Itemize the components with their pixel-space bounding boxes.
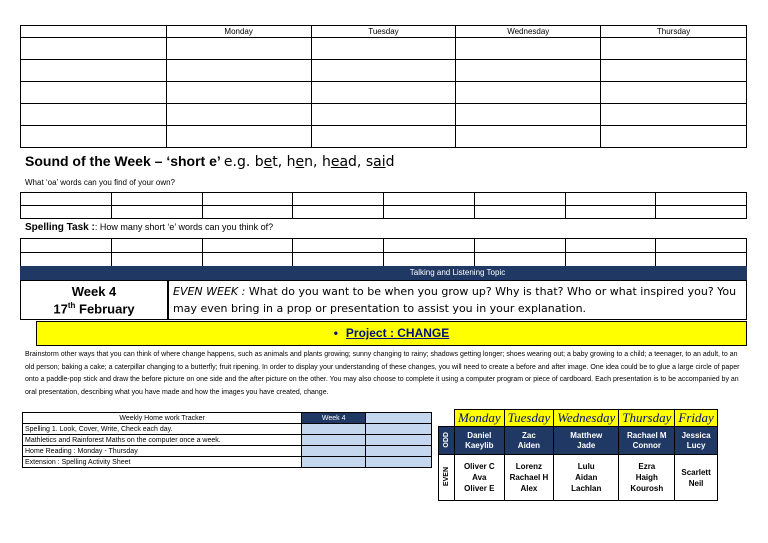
- days-cell[interactable]: [166, 82, 311, 104]
- roster-student: Kourosh: [630, 484, 664, 493]
- tracker-check[interactable]: [302, 446, 366, 457]
- roster-odd-row: [439, 427, 718, 455]
- grid-cell[interactable]: [656, 239, 747, 253]
- reading-roster: [438, 409, 718, 501]
- tracker-check[interactable]: [302, 457, 366, 468]
- grid-cell[interactable]: [111, 253, 202, 267]
- roster-student: Daniel: [467, 430, 492, 440]
- project-bullet: •: [333, 326, 338, 340]
- tracker-check[interactable]: [366, 446, 432, 457]
- roster-odd-cell: [455, 427, 505, 455]
- tracker-check[interactable]: [302, 435, 366, 446]
- roster-day-wednesday: Wednesday: [554, 410, 619, 427]
- roster-day-thursday: Thursday: [619, 410, 675, 427]
- example-pre: b: [254, 154, 264, 170]
- homework-tracker: [22, 412, 432, 468]
- grid-cell[interactable]: [384, 193, 475, 206]
- days-row: [21, 82, 747, 104]
- grid-cell[interactable]: [21, 253, 112, 267]
- roster-even-label: EVEN: [439, 455, 455, 501]
- talk-header-left: [20, 266, 168, 280]
- roster-day-monday: Monday: [455, 410, 505, 427]
- tracker-check[interactable]: [366, 457, 432, 468]
- tracker-row: [23, 435, 432, 446]
- days-cell[interactable]: [166, 38, 311, 60]
- week-label: Week 4: [71, 284, 117, 299]
- roster-student: Lachlan: [571, 484, 602, 493]
- grid-row: [21, 253, 747, 267]
- roster-even-cell: [554, 455, 619, 501]
- grid-cell[interactable]: [202, 239, 293, 253]
- sound-example-word: [255, 154, 278, 170]
- days-header-row: [21, 26, 747, 38]
- days-cell[interactable]: [601, 38, 747, 60]
- roster-student: Lucy: [686, 440, 706, 450]
- days-cell[interactable]: [166, 60, 311, 82]
- roster-student: Ava: [472, 473, 487, 482]
- grid-cell[interactable]: [565, 239, 656, 253]
- spelling-task-text: : How many short ‘e’ words can you think of?: [94, 222, 274, 232]
- grid-cell[interactable]: [293, 206, 384, 219]
- roster-student: Haigh: [635, 473, 658, 482]
- grid-cell[interactable]: [202, 206, 293, 219]
- roster-student: Lorenz: [515, 462, 543, 471]
- grid-cell[interactable]: [474, 239, 565, 253]
- roster-student: Alex: [520, 484, 538, 493]
- even-week-label: EVEN WEEK :: [173, 285, 246, 298]
- grid-cell[interactable]: [565, 206, 656, 219]
- days-cell[interactable]: [601, 126, 747, 148]
- days-row: [21, 126, 747, 148]
- tracker-row: [23, 446, 432, 457]
- days-header-thursday: Thursday: [601, 26, 747, 38]
- days-body: [21, 38, 747, 148]
- roster-student: Jessica: [681, 430, 711, 440]
- days-cell[interactable]: [601, 82, 747, 104]
- roster-odd-cell: [619, 427, 675, 455]
- project-title: Project : CHANGE: [345, 326, 450, 340]
- grid-cell[interactable]: [202, 193, 293, 206]
- days-cell[interactable]: [21, 60, 167, 82]
- sound-examples-list: bet, hen, head, said: [254, 154, 395, 170]
- days-cell[interactable]: [311, 82, 456, 104]
- spelling-task-label: Spelling Task :: [25, 222, 95, 233]
- tracker-row: [23, 457, 432, 468]
- roster-student: Neil: [688, 478, 704, 488]
- days-cell[interactable]: [456, 104, 601, 126]
- days-cell[interactable]: [601, 60, 747, 82]
- tracker-check[interactable]: [366, 424, 432, 435]
- grid-cell[interactable]: [656, 193, 747, 206]
- tracker-task: Spelling 1. Look, Cover, Write, Check each day.: [23, 424, 302, 435]
- project-bar: [36, 321, 747, 346]
- roster-even-cell: [619, 455, 675, 501]
- roster-day-friday: Friday: [675, 410, 717, 427]
- days-table: [20, 25, 747, 148]
- sound-title-text: Sound of the Week – ‘short e’: [25, 153, 220, 169]
- roster-student: Oliver E: [464, 484, 495, 493]
- days-cell[interactable]: [311, 38, 456, 60]
- days-cell[interactable]: [456, 60, 601, 82]
- tracker-body: [23, 424, 432, 468]
- roster-odd-cell: [675, 427, 717, 455]
- grid-cell[interactable]: [111, 206, 202, 219]
- roster-odd-cell: [504, 427, 554, 455]
- tracker-task: Mathletics and Rainforest Maths on the computer once a week.: [23, 435, 302, 446]
- roster-day-tuesday: Tuesday: [504, 410, 554, 427]
- grid-cell[interactable]: [656, 206, 747, 219]
- grid-cell[interactable]: [384, 239, 475, 253]
- example-post: d: [385, 154, 395, 170]
- days-cell[interactable]: [456, 38, 601, 60]
- sound-question: What ‘oa’ words can you find of your own?: [25, 178, 176, 187]
- talking-topic: [168, 280, 747, 320]
- grid-cell[interactable]: [111, 193, 202, 206]
- week-date: [21, 301, 167, 316]
- grid-cell[interactable]: [474, 206, 565, 219]
- sound-example-word: [322, 154, 357, 170]
- roster-student: Rachael M: [627, 430, 667, 440]
- tracker-check[interactable]: [302, 424, 366, 435]
- days-cell[interactable]: [456, 126, 601, 148]
- tracker-title: Weekly Home work Tracker: [23, 413, 302, 424]
- roster-student: Aiden: [517, 440, 541, 450]
- brainstorm-text: Brainstorm other ways that you can think of where change happens, such as animals and plants growing; sunny changing to rainy; shadows getting longer; shoes wearing out; a baby growing to a child; a teenager, to an adult, to an old person; baking a cake; a caterpillar changing to a butterfly; fruit ripening. In order to display your understanding of these changes, you will need to create a before and after image. One idea could be to glue a large circle of paper onto a paddle-pop stick and draw the before picture on one side and the after picture on the other. You may also choose to complete it using a computer program or piece of cardboard. Each presentation is to be accompanied by an oral presentation, describing what you have made and how the images you have created, change.: [25, 351, 740, 396]
- grid-row: [21, 239, 747, 253]
- talking-topic-text: What do you want to be when you grow up? Why is that? Who or what inspired you? You may even bring in a prop or presentation to assist you in your explanation.: [173, 285, 737, 315]
- days-cell[interactable]: [311, 104, 456, 126]
- week-date-suffix: th: [67, 301, 76, 310]
- grid-row: [21, 206, 747, 219]
- roster-odd-cell: [554, 427, 619, 455]
- sound-example-word: [366, 154, 395, 170]
- sound-of-week-title: [25, 153, 394, 170]
- grid-cell[interactable]: [293, 193, 384, 206]
- grid-cell[interactable]: [202, 253, 293, 267]
- sound-eg-prefix: e.g.: [223, 154, 251, 170]
- example-post: n: [304, 154, 314, 170]
- example-sound: ai: [373, 154, 386, 170]
- days-cell[interactable]: [601, 104, 747, 126]
- roster-student: Connor: [632, 440, 662, 450]
- roster-even-cell: [504, 455, 554, 501]
- tracker-cell: [366, 413, 432, 424]
- days-row: [21, 104, 747, 126]
- example-post: d: [348, 154, 357, 170]
- days-header-blank: [21, 26, 167, 38]
- example-post: t: [272, 154, 278, 170]
- grid-cell[interactable]: [21, 239, 112, 253]
- grid-cell[interactable]: [656, 253, 747, 267]
- grid-cell[interactable]: [384, 253, 475, 267]
- roster-days-row: [439, 410, 718, 427]
- example-pre: s: [365, 154, 374, 170]
- oa-words-table: [20, 192, 747, 219]
- days-cell[interactable]: [311, 126, 456, 148]
- days-row: [21, 38, 747, 60]
- roster-student: Matthew: [570, 430, 603, 440]
- grid-cell[interactable]: [293, 239, 384, 253]
- roster-student: Zac: [522, 430, 536, 440]
- tracker-task: Extension : Spelling Activity Sheet: [23, 457, 302, 468]
- tracker-week: Week 4: [302, 413, 366, 424]
- days-header-wednesday: Wednesday: [456, 26, 601, 38]
- grid-cell[interactable]: [474, 253, 565, 267]
- grid-cell[interactable]: [565, 193, 656, 206]
- example-pre: h: [321, 154, 331, 170]
- tracker-row: [23, 424, 432, 435]
- days-row: [21, 60, 747, 82]
- grid-cell[interactable]: [21, 193, 112, 206]
- days-cell[interactable]: [21, 126, 167, 148]
- roster-student: Lulu: [577, 462, 595, 471]
- grid-cell[interactable]: [293, 253, 384, 267]
- roster-student: Oliver C: [463, 462, 495, 471]
- spelling-body: [21, 239, 747, 267]
- grid-cell[interactable]: [384, 206, 475, 219]
- tracker-header-row: [23, 413, 432, 424]
- days-cell[interactable]: [166, 126, 311, 148]
- grid-cell[interactable]: [111, 239, 202, 253]
- days-cell[interactable]: [311, 60, 456, 82]
- grid-cell[interactable]: [21, 206, 112, 219]
- roster-even-row: [439, 455, 718, 501]
- days-header-monday: Monday: [166, 26, 311, 38]
- example-sound: ea: [330, 154, 349, 170]
- tracker-check[interactable]: [366, 435, 432, 446]
- roster-student: Rachael H: [509, 473, 549, 482]
- roster-student: Aidan: [575, 473, 598, 482]
- roster-odd-label: ODD: [439, 427, 455, 455]
- week-box: [20, 280, 168, 320]
- roster-even-cell: [455, 455, 505, 501]
- example-sound: e: [263, 154, 273, 170]
- grid-cell[interactable]: [474, 193, 565, 206]
- week-date-day: 17: [53, 301, 68, 317]
- sound-example-word: [287, 154, 313, 170]
- grid-row: [21, 193, 747, 206]
- spelling-table: [20, 238, 747, 267]
- days-header-tuesday: Tuesday: [311, 26, 456, 38]
- grid-cell[interactable]: [565, 253, 656, 267]
- talking-listening-header: Talking and Listening Topic: [168, 266, 747, 280]
- roster-student: Scarlett: [681, 467, 711, 477]
- week-date-month: February: [79, 301, 135, 317]
- spelling-task: [25, 222, 273, 233]
- days-cell[interactable]: [21, 82, 167, 104]
- sound-examples: [224, 154, 395, 170]
- roster-student: Jade: [577, 440, 596, 450]
- roster-even-cell: [675, 455, 717, 501]
- tracker-task: Home Reading : Monday - Thursday: [23, 446, 302, 457]
- days-cell[interactable]: [456, 82, 601, 104]
- days-cell[interactable]: [21, 38, 167, 60]
- oa-words-body: [21, 193, 747, 219]
- days-cell[interactable]: [166, 104, 311, 126]
- example-sound: e: [295, 154, 305, 170]
- roster-corner: [439, 410, 455, 427]
- example-pre: h: [286, 154, 296, 170]
- roster-student: Kaeylib: [465, 440, 494, 450]
- roster-student: Ezra: [638, 462, 656, 471]
- days-cell[interactable]: [21, 104, 167, 126]
